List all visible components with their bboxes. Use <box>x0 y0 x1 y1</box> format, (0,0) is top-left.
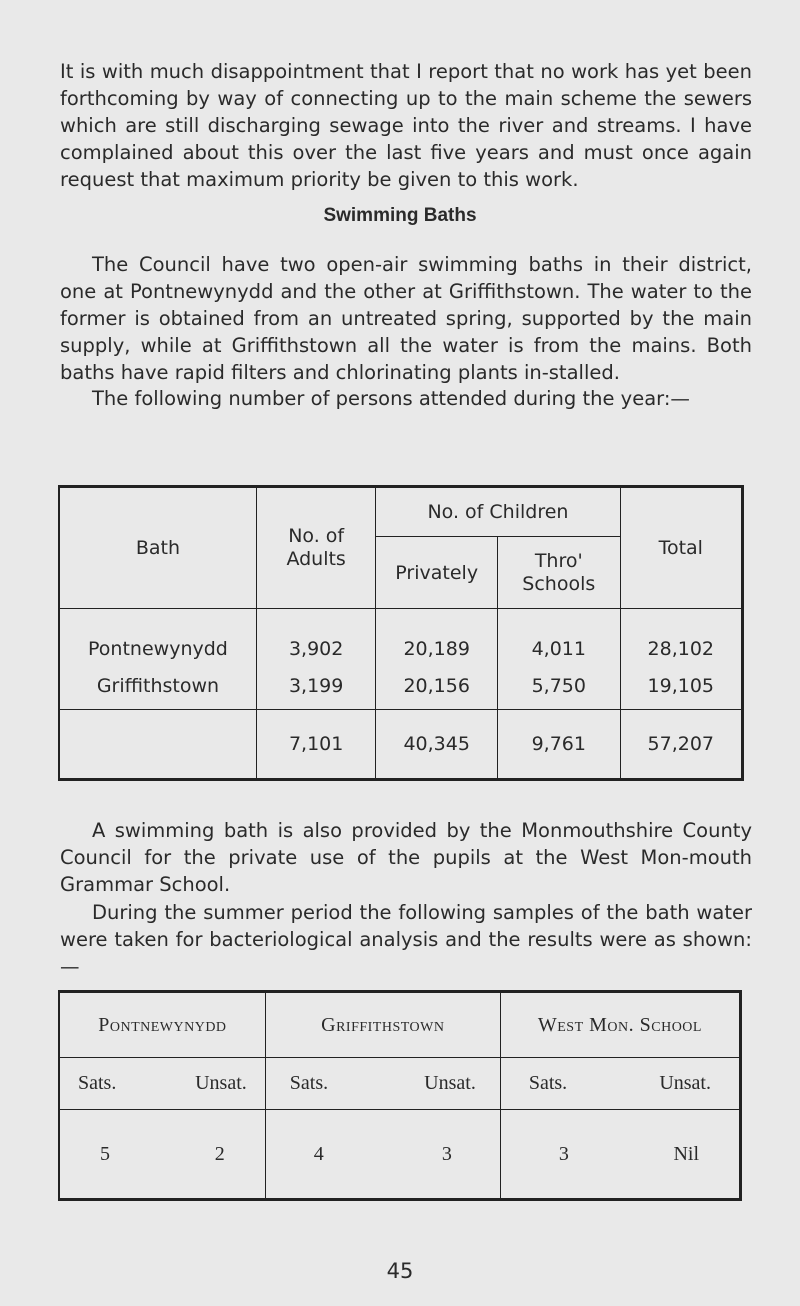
header-total: Total <box>620 487 742 609</box>
unsat-label: Unsat. <box>424 1072 476 1094</box>
row-pontnewynydd-total: 28,102 <box>620 609 742 664</box>
unsat-value: 2 <box>214 1142 225 1165</box>
header-adults-label: No. of Adults <box>286 525 346 570</box>
sats-value: 5 <box>100 1142 110 1165</box>
header-thro-schools <box>497 537 620 609</box>
section-heading: Swimming Baths <box>323 205 477 226</box>
sats-label: Sats. <box>528 1072 568 1094</box>
row-griffithstown-total: 19,105 <box>620 664 742 710</box>
sats-label: Sats. <box>289 1072 329 1094</box>
attendance-table <box>58 485 744 781</box>
row-pontnewynydd-bath: Pontnewynydd <box>59 609 256 664</box>
row-pontnewynydd-adults: 3,902 <box>256 609 375 664</box>
sats-value: 3 <box>558 1142 569 1165</box>
samples-values-pontnewynydd <box>59 1110 265 1200</box>
row-griffithstown-adults: 3,199 <box>256 664 375 710</box>
samples-subheader-pontnewynydd <box>59 1058 265 1110</box>
header-thro-schools-label: Thro' Schools <box>522 549 596 595</box>
samples-table <box>58 990 742 1201</box>
totals-privately: 40,345 <box>376 710 498 780</box>
totals-adults: 7,101 <box>256 710 375 780</box>
header-privately: Privately <box>376 537 498 609</box>
header-adults <box>256 487 375 609</box>
unsat-label: Unsat. <box>195 1072 247 1094</box>
paragraph-attendance-intro: The following number of persons attended during the year:— <box>92 387 690 410</box>
row-pontnewynydd-privately: 20,189 <box>376 609 498 664</box>
unsat-value: 3 <box>441 1142 452 1165</box>
totals-thro-schools: 9,761 <box>497 710 620 780</box>
totals-bath <box>59 710 256 780</box>
totals-total: 57,207 <box>620 710 742 780</box>
row-griffithstown-thro-schools: 5,750 <box>497 664 620 710</box>
row-griffithstown-bath: Griffithstown <box>59 664 256 710</box>
sats-label: Sats. <box>78 1072 117 1094</box>
sats-value: 4 <box>313 1142 324 1165</box>
header-bath: Bath <box>59 487 256 609</box>
paragraph-baths-description: The Council have two open-air swimming baths in their district, one at Pontnewynydd and the other at Griffithstown. The water to the former is obtained from an untreated spring, supported by the main supply, while at Griffithstown all the water is from the mains. Both baths have rapid filters and chlorinating plants in-stalled. <box>60 253 752 384</box>
unsat-label: Unsat. <box>659 1072 711 1094</box>
paragraph-samples-intro: During the summer period the following samples of the bath water were taken for bacteriological analysis and the results were as shown:— <box>60 901 752 978</box>
row-pontnewynydd-thro-schools: 4,011 <box>497 609 620 664</box>
samples-values-west-mon-school <box>500 1110 740 1200</box>
samples-header-west-mon-school: West Mon. School <box>500 992 740 1058</box>
page-number: 45 <box>386 1259 414 1283</box>
samples-subheader-west-mon-school <box>500 1058 740 1110</box>
paragraph-sewers: It is with much disappointment that I report that no work has yet been forthcoming by way of connecting up to the main scheme the sewers which are still discharging sewage into the river and streams. I have complained about this over the last five years and must once again request that maximum priority be given to this work. <box>60 60 752 191</box>
samples-header-griffithstown: Griffithstown <box>265 992 500 1058</box>
samples-header-pontnewynydd: Pontnewynydd <box>59 992 265 1058</box>
paragraph-grammar-school: A swimming bath is also provided by the Monmouthshire County Council for the private use of the pupils at the West Mon-mouth Grammar School. <box>60 819 752 896</box>
samples-values-griffithstown <box>265 1110 500 1200</box>
unsat-value: Nil <box>673 1142 699 1165</box>
row-griffithstown-privately: 20,156 <box>376 664 498 710</box>
samples-subheader-griffithstown <box>265 1058 500 1110</box>
header-children: No. of Children <box>376 487 620 537</box>
